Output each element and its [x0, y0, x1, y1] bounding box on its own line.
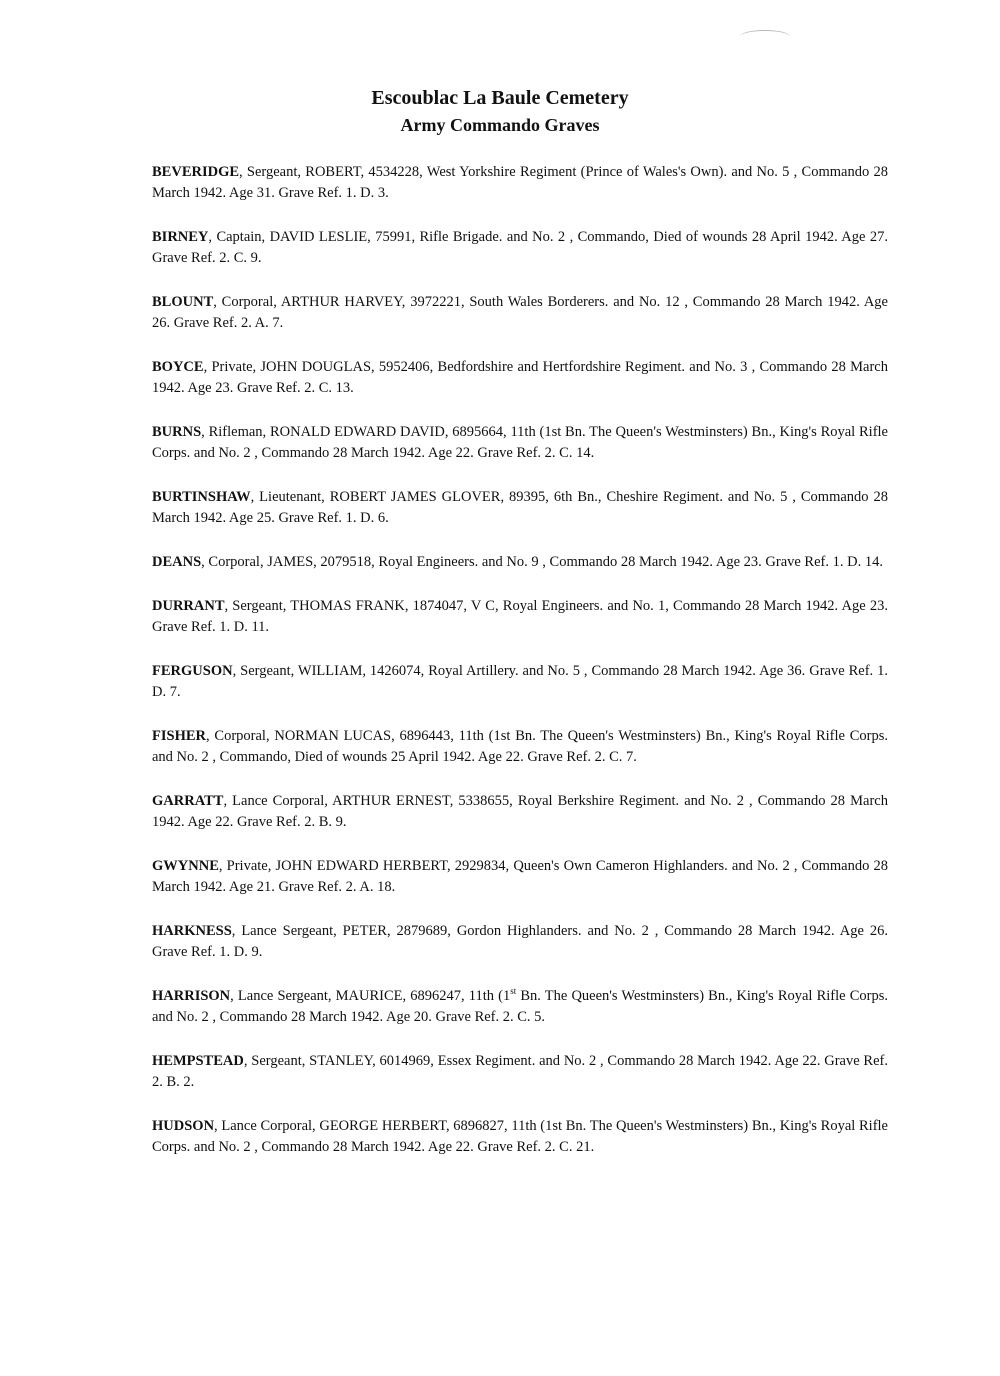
entry-surname: BOYCE — [152, 359, 204, 375]
entry-details: , Lance Corporal, ARTHUR ERNEST, 5338655, Royal Berkshire Regiment. and No. 2 , Commando 28 March 1942. Age 22. Grave Ref. 2. B. 9. — [152, 793, 888, 830]
grave-entry-gwynne — [152, 856, 888, 898]
entry-surname: FERGUSON — [152, 663, 233, 679]
entry-details: , Corporal, NORMAN LUCAS, 6896443, 11th (1st Bn. The Queen's Westminsters) Bn., King's Royal Rifle Corps. and No. 2 , Commando, Died of wounds 25 April 1942. Age 22. Grave Ref. 2. C. 7. — [152, 728, 888, 765]
grave-entry-hempstead — [152, 1051, 888, 1093]
entry-details: , Lance Corporal, GEORGE HERBERT, 6896827, 11th (1st Bn. The Queen's Westminsters) Bn., King's Royal Rifle Corps. and No. 2 , Commando 28 March 1942. Age 22. Grave Ref. 2. C. 21. — [152, 1118, 888, 1155]
scan-artifact-mark — [740, 30, 790, 43]
grave-entry-ferguson — [152, 661, 888, 703]
entry-details: , Rifleman, RONALD EDWARD DAVID, 6895664, 11th (1st Bn. The Queen's Westminsters) Bn., King's Royal Rifle Corps. and No. 2 , Commando 28 March 1942. Age 22. Grave Ref. 2. C. 14. — [152, 424, 888, 461]
entry-details: , Lieutenant, ROBERT JAMES GLOVER, 89395, 6th Bn., Cheshire Regiment. and No. 5 , Commando 28 March 1942. Age 25. Grave Ref. 1. D. 6. — [152, 489, 888, 526]
entry-details: , Private, JOHN DOUGLAS, 5952406, Bedfordshire and Hertfordshire Regiment. and No. 3 , Commando 28 March 1942. Age 23. Grave Ref. 2. C. 13. — [152, 359, 888, 396]
grave-entry-garratt — [152, 791, 888, 833]
grave-entry-durrant — [152, 596, 888, 638]
entry-details: , Sergeant, STANLEY, 6014969, Essex Regiment. and No. 2 , Commando 28 March 1942. Age 22. Grave Ref. 2. B. 2. — [152, 1053, 888, 1090]
entry-surname: BURTINSHAW — [152, 489, 251, 505]
grave-entry-list — [152, 162, 888, 1181]
grave-entry-boyce — [152, 357, 888, 399]
entry-details: , Sergeant, ROBERT, 4534228, West Yorkshire Regiment (Prince of Wales's Own). and No. 5 , Commando 28 March 1942. Age 31. Grave Ref. 1. D. 3. — [152, 164, 888, 201]
grave-entry-hudson — [152, 1116, 888, 1158]
entry-details: , Private, JOHN EDWARD HERBERT, 2929834, Queen's Own Cameron Highlanders. and No. 2 , Commando 28 March 1942. Age 21. Grave Ref. 2. A. 18. — [152, 858, 888, 895]
entry-details: , Sergeant, WILLIAM, 1426074, Royal Artillery. and No. 5 , Commando 28 March 1942. Age 36. Grave Ref. 1. D. 7. — [152, 663, 888, 700]
page-subtitle: Army Commando Graves — [400, 115, 600, 135]
entry-surname: FISHER — [152, 728, 206, 744]
grave-entry-burtinshaw — [152, 487, 888, 529]
entry-surname: GARRATT — [152, 793, 224, 809]
grave-entry-beveridge — [152, 162, 888, 204]
entry-surname: BEVERIDGE — [152, 164, 240, 180]
entry-surname: BLOUNT — [152, 294, 214, 310]
entry-surname: HARRISON — [152, 988, 231, 1004]
grave-entry-harkness — [152, 921, 888, 963]
entry-surname: DEANS — [152, 554, 202, 570]
entry-details: , Corporal, JAMES, 2079518, Royal Engineers. and No. 9 , Commando 28 March 1942. Age 23. Grave Ref. 1. D. 14. — [201, 554, 883, 570]
entry-surname: DURRANT — [152, 598, 225, 614]
entry-surname: GWYNNE — [152, 858, 219, 874]
grave-entry-deans — [152, 552, 888, 573]
entry-surname: HUDSON — [152, 1118, 215, 1134]
page-title: Escoublac La Baule Cemetery — [371, 87, 629, 109]
grave-entry-burns — [152, 422, 888, 464]
entry-details-continued: Bn. The Queen's Westminsters) Bn., King's Royal Rifle Corps. and No. 2 , Commando 28 March 1942. Age 20. Grave Ref. 2. C. 5. — [152, 988, 888, 1025]
entry-details: , Captain, DAVID LESLIE, 75991, Rifle Brigade. and No. 2 , Commando, Died of wounds 28 April 1942. Age 27. Grave Ref. 2. C. 9. — [152, 229, 888, 266]
entry-details: , Lance Sergeant, MAURICE, 6896247, 11th (1 — [230, 988, 511, 1004]
grave-entry-blount — [152, 292, 888, 334]
entry-details: , Corporal, ARTHUR HARVEY, 3972221, South Wales Borderers. and No. 12 , Commando 28 March 1942. Age 26. Grave Ref. 2. A. 7. — [152, 294, 888, 331]
grave-entry-fisher — [152, 726, 888, 768]
entry-details: , Lance Sergeant, PETER, 2879689, Gordon Highlanders. and No. 2 , Commando 28 March 1942. Age 26. Grave Ref. 1. D. 9. — [152, 923, 888, 960]
entry-surname: HEMPSTEAD — [152, 1053, 244, 1069]
grave-entry-harrison — [152, 986, 888, 1028]
entry-surname: BURNS — [152, 424, 202, 440]
title-block — [0, 84, 1000, 138]
entry-surname: HARKNESS — [152, 923, 232, 939]
entry-superscript: st — [510, 986, 517, 997]
grave-entry-birney — [152, 227, 888, 269]
entry-surname: BIRNEY — [152, 229, 209, 245]
entry-details: , Sergeant, THOMAS FRANK, 1874047, V C, Royal Engineers. and No. 1, Commando 28 March 1942. Age 23. Grave Ref. 1. D. 11. — [152, 598, 888, 635]
